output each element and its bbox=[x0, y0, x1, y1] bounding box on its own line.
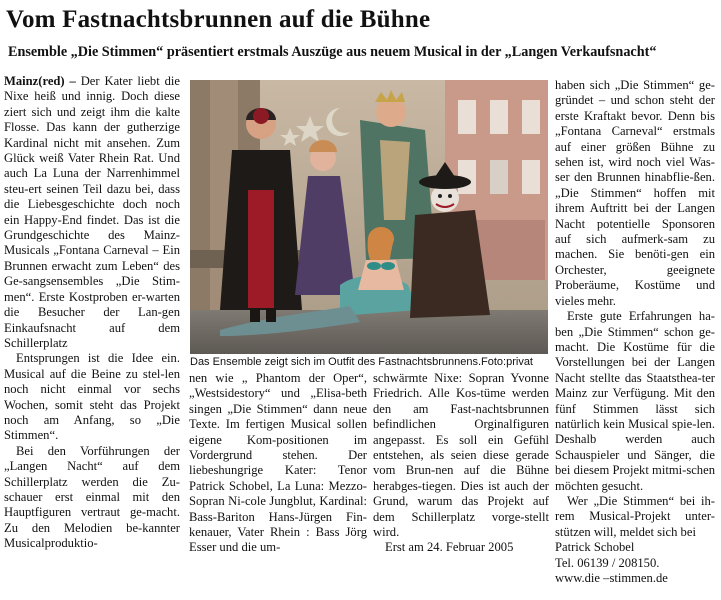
paragraph: haben sich „Die Stimmen“ ge-gründet – und schon steht der erste Kraftakt bevor. Denn bis „Fontana Carneval“ erstmals auf einer größen Bühne zu sehen ist, wird noch viel Was-ser den Brunnen hinabflie-ßen. „Die Stimmen“ hoffen mit ihrem Auftritt bei der Langen Nacht potentielle Sponsoren auf sich aufmerk-sam zu machen. Sie benöti-gen ein Orchester, geeignete Proberäume, Kostüme und vieles mehr. bbox=[555, 78, 715, 308]
paragraph-text: Der Kater liebt die Nixe heiß und innig. Doch diese ziert sich und zeigt ihm die kalte Flosse. Das kann der gutherzige Kardinal nicht mit ansehen. Zum Glück weiß Vater Rhein Rat. Und auch La Luna der Narrenhimmel steu-ert seinen Teil dazu bei, dass die Liebesgeschichte doch noch ein Happy-End findet. Das ist die Grundgeschichte des Mainz-Musicals „Fontana Carneval – Ein Brunnen erwacht zum Leben“ des Ge-sangsensembles „Die Stim-men“. Erste Kostproben er-warten die Besucher der Lan-gen Einkaufsnacht auf dem Schillerplatz bbox=[4, 74, 180, 350]
dateline: Mainz(red) – bbox=[4, 74, 76, 88]
article-column-1 bbox=[4, 74, 180, 552]
article-headline: Vom Fastnachtsbrunnen auf die Bühne bbox=[6, 6, 431, 33]
photo-caption: Das Ensemble zeigt sich im Outfit des Fastnachtsbrunnens.Foto:privat bbox=[190, 356, 533, 368]
paragraph: Wer „Die Stimmen“ bei ih-rem Musical-Projekt unter-stützen will, meldet sich bei bbox=[555, 493, 715, 539]
paragraph: nen wie „ Phantom der Oper“, „Westsidestory“ und „Elisa-beth singen „Die Stimmen“ dann neue Texte. Im fertigen Musical sollen eigene Kom-positionen im Vordergrund stehen. Der liebeshungrige Kater: Tenor Patrick Schobel, La Luna: Mezzo-Sopran Ni-cole Jungblut, Kardinal: Bass-Bariton Hans-Jürgen Fin-kenauer, Vater Rhein : Bass Jörg Esser und die um- bbox=[189, 371, 367, 555]
article-column-2 bbox=[189, 371, 367, 556]
paragraph bbox=[4, 74, 180, 351]
article-subheadline: Ensemble „Die Stimmen“ präsentiert erstmals Auszüge aus neuem Musical in der „Langen Verkaufsnacht“ bbox=[8, 44, 657, 60]
contact-phone: Tel. 06139 / 208150. bbox=[555, 555, 660, 570]
ensemble-photo-illustration bbox=[190, 80, 548, 354]
ensemble-photo bbox=[190, 80, 548, 354]
paragraph: schwärmte Nixe: Sopran Yvonne Friedrich. Alle Kos-tüme werden den am Fast-nachtsbrunnen befindlichen Orginalfiguren angepasst. Es soll ein Gefühl entstehen, als seien diese gerade vom Brun-nen auf die Bühne herabges-tiegen. Dies ist auch der Grund, warum das Projekt auf dem Schillerplatz vorge-stellt wird. bbox=[373, 371, 549, 540]
article-column-4 bbox=[555, 78, 715, 586]
photo-figure bbox=[190, 80, 548, 370]
paragraph: Erste gute Erfahrungen ha-ben „Die Stimmen“ schon ge-macht. Die Kostüme für die Vorstellungen bei der Langen Nacht stellte das Staatsthea-ter Mainz zur Verfügung. Mit den fünf Stimmen lässt sich natürlich kein Musical spie-len. Deshalb werden auch Schauspieler und Sänger, die bei diesem Projekt mitmi-schen möchten gesucht. bbox=[555, 309, 715, 493]
contact-website: www.die –stimmen.de bbox=[555, 571, 668, 585]
contact-name: Patrick Schobel bbox=[555, 540, 635, 555]
article-column-3 bbox=[373, 371, 549, 556]
paragraph: Bei den Vorführungen der „Langen Nacht“ auf dem Schillerplatz werden die Zu-schauer erst einmal mit den Hauptfiguren vertraut ge-macht. Zu den Melodien be-kannter Musicalproduktio- bbox=[4, 443, 180, 551]
paragraph: Erst am 24. Februar 2005 bbox=[385, 540, 514, 555]
paragraph: Entsprungen ist die Idee ein. Musical auf die Beine zu stel-len noch nicht einmal vor sechs Wochen, somit steht das Projekt noch am Anfang, so „Die Stimmen“. bbox=[4, 351, 180, 443]
